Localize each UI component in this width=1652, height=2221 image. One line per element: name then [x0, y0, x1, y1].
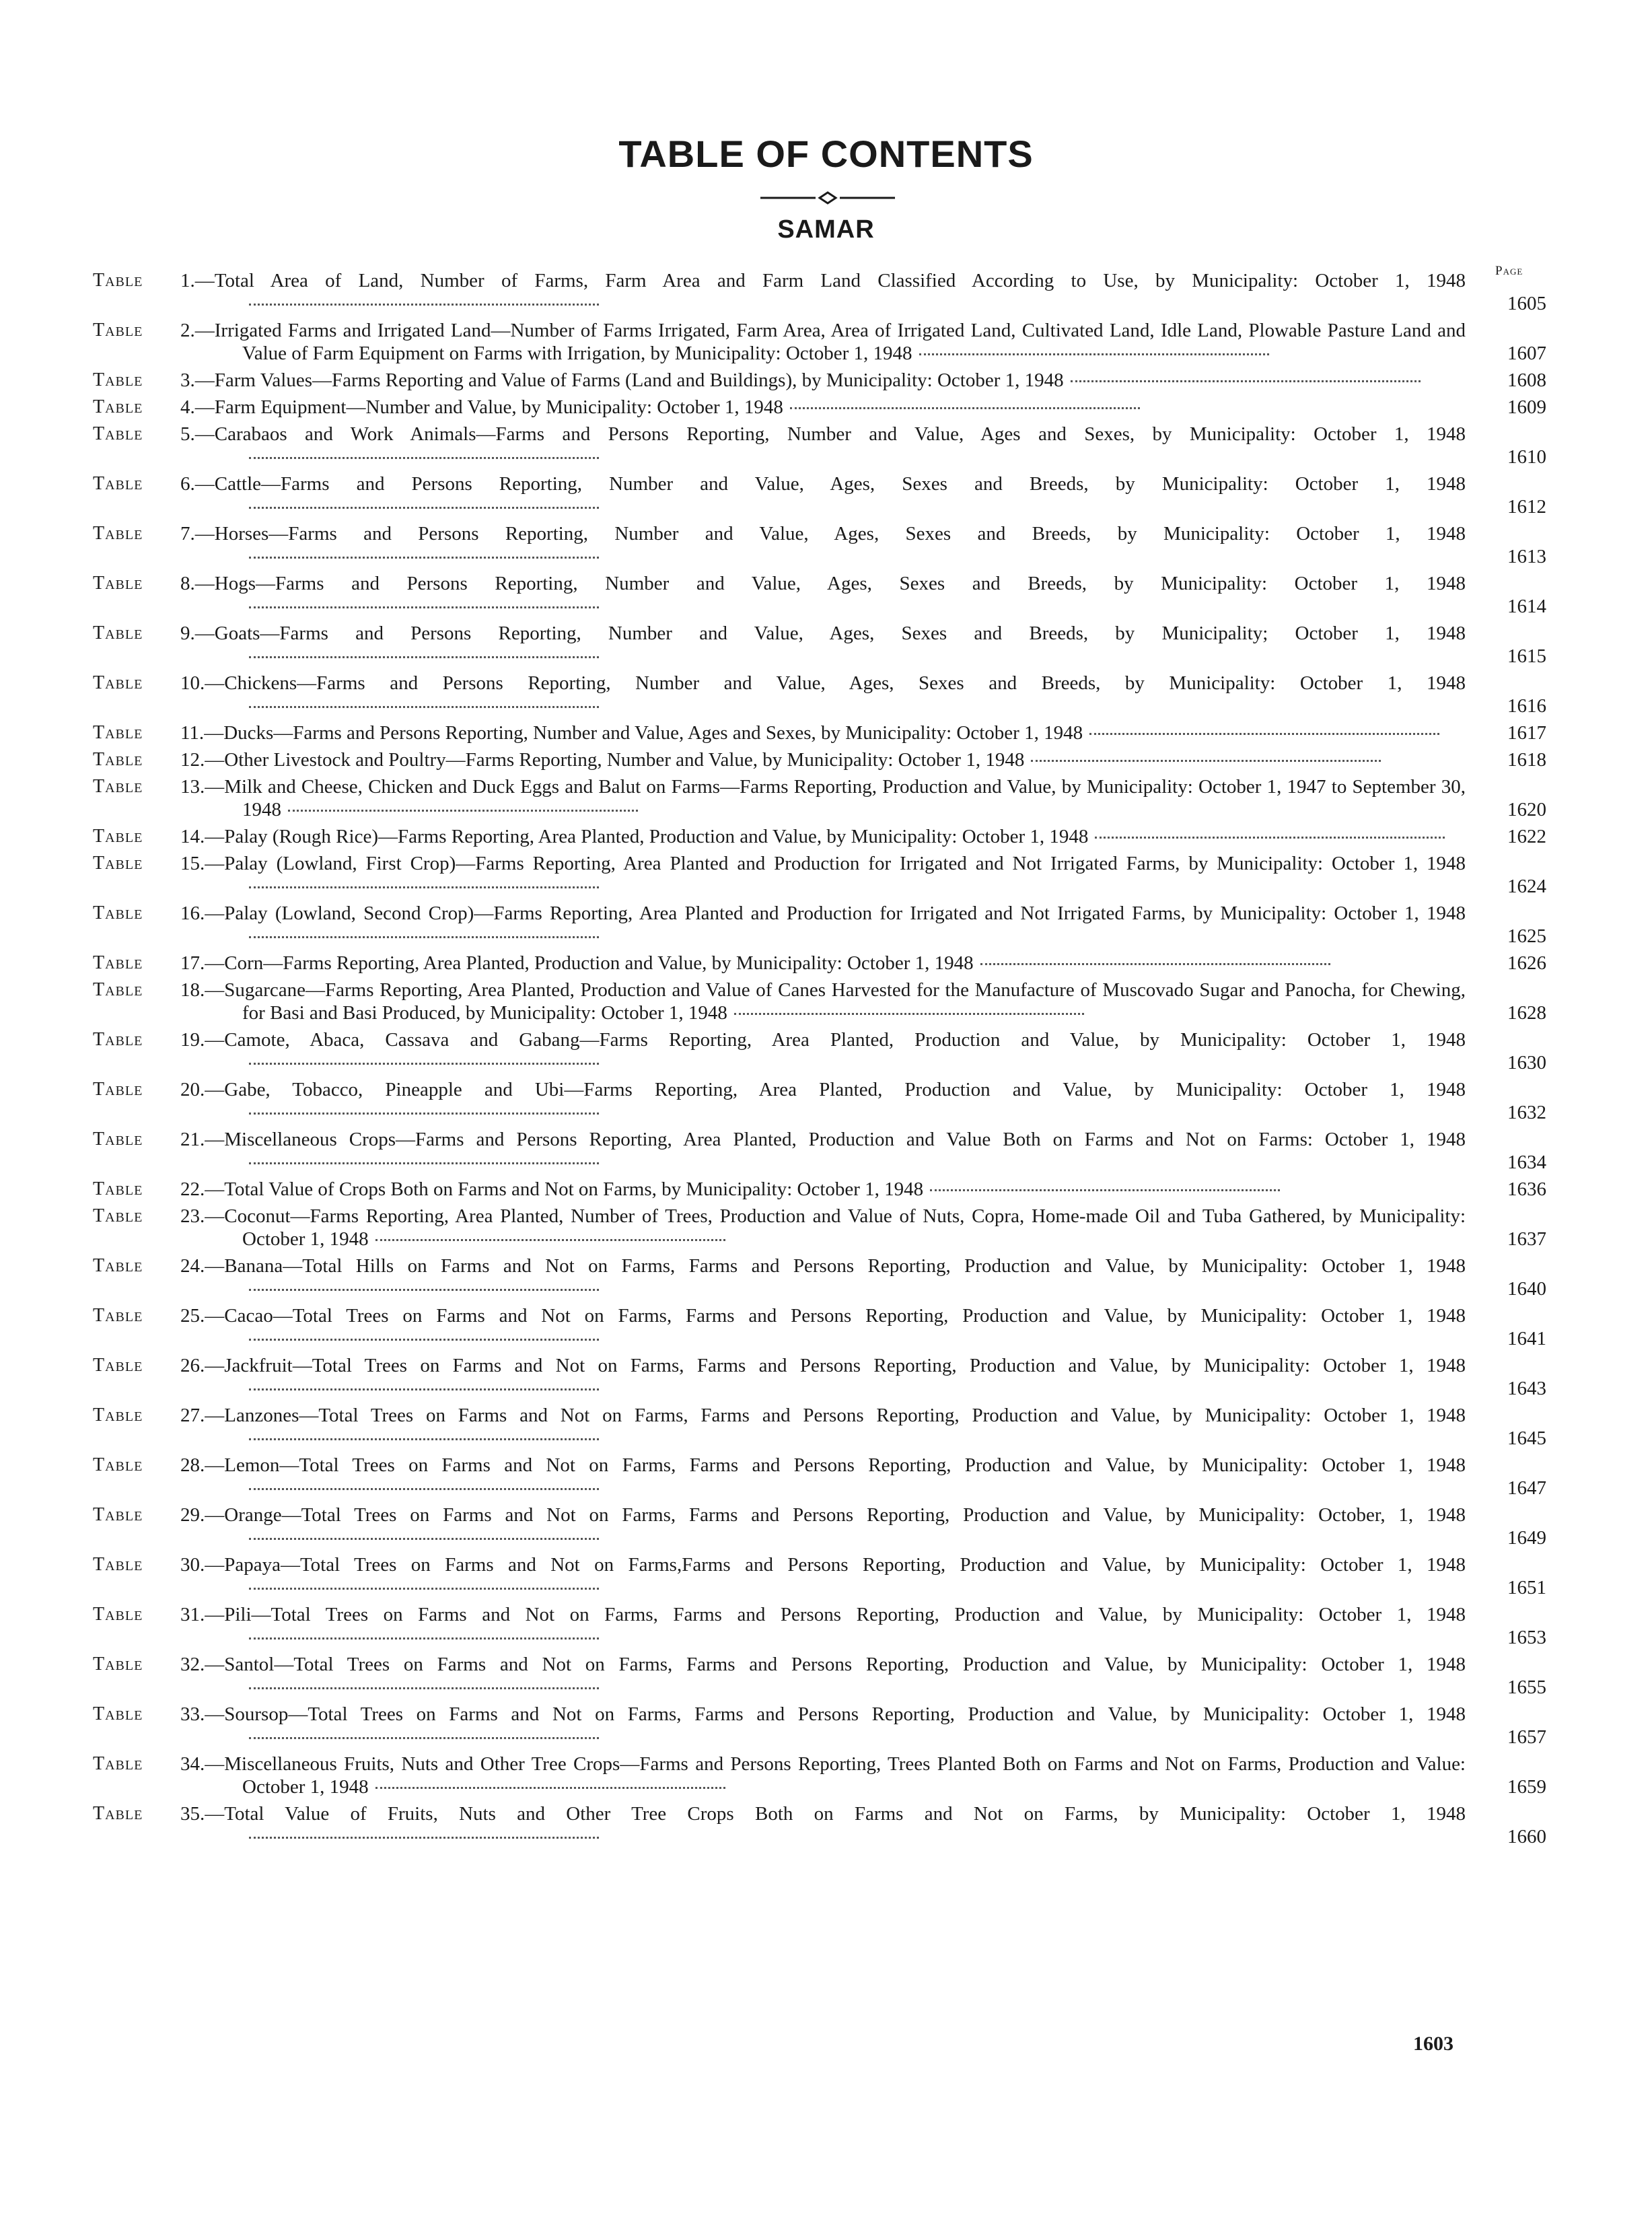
toc-entry-label: Table — [93, 1803, 143, 1824]
toc-entry-label: Table — [93, 1355, 143, 1376]
toc-entry-label: Table — [93, 1255, 143, 1276]
toc-entry-title: Palay (Lowland, First Crop)—Farms Reporting, Area Planted and Production for Irrigated and Not Irrigated Farms, by Municipality: October 1, 1948 — [224, 853, 1466, 874]
toc-entry-body — [180, 319, 1466, 365]
toc-entry-page: 1636 — [1507, 1178, 1546, 1200]
dot-leader — [249, 605, 599, 608]
dot-leader — [249, 1061, 599, 1065]
toc-entry-dash: — — [205, 1604, 225, 1625]
toc-entry-page: 1626 — [1507, 952, 1546, 974]
toc-entry-number: 7. — [180, 523, 195, 544]
toc-entry-number: 22. — [180, 1178, 205, 1200]
toc-entry-page: 1620 — [1507, 799, 1546, 820]
toc-entry-number: 31. — [180, 1604, 205, 1625]
table-of-contents-list — [93, 269, 1546, 1852]
toc-entry-title: Pili—Total Trees on Farms and Not on Farms, Farms and Persons Reporting, Production and Value, by Municipality: October 1, 1948 — [224, 1604, 1466, 1625]
toc-entry-title: Lemon—Total Trees on Farms and Not on Farms, Farms and Persons Reporting, Production and Value, by Municipality: October 1, 1948 — [224, 1454, 1466, 1476]
toc-entry-label: Table — [93, 1405, 143, 1425]
toc-entry-number: 28. — [180, 1454, 205, 1476]
dot-leader — [1089, 732, 1439, 735]
toc-entry-number: 19. — [180, 1029, 205, 1051]
toc-entry — [93, 1178, 1546, 1201]
toc-entry-body — [180, 1703, 1466, 1749]
toc-entry-body — [180, 721, 1466, 744]
toc-entry-number: 9. — [180, 623, 195, 644]
toc-entry-dash: — — [194, 270, 215, 291]
toc-entry-page: 1624 — [1507, 876, 1546, 897]
toc-entry-label: Table — [93, 1604, 143, 1625]
toc-entry-body — [180, 1553, 1466, 1599]
dot-leader — [1095, 835, 1445, 839]
toc-entry-label: Table — [93, 1079, 143, 1100]
toc-entry-body — [180, 1404, 1466, 1450]
toc-entry-dash: — — [205, 1504, 225, 1526]
toc-entry-page: 1628 — [1507, 1002, 1546, 1024]
page-title: TABLE OF CONTENTS — [618, 133, 1034, 175]
toc-entry-dash: — — [194, 423, 215, 445]
toc-entry-dash: — — [205, 903, 225, 924]
toc-entry — [93, 1078, 1546, 1124]
toc-entry-label: Table — [93, 1554, 143, 1575]
toc-entry-number: 17. — [180, 952, 205, 974]
dot-leader — [249, 1337, 599, 1341]
toc-entry-title: Soursop—Total Trees on Farms and Not on Farms, Farms and Persons Reporting, Production and Value, by Municipality: October 1, 1948 — [224, 1703, 1466, 1725]
toc-entry-page: 1647 — [1507, 1477, 1546, 1499]
section-heading: SAMAR — [777, 215, 875, 244]
toc-entry-label: Table — [93, 826, 143, 847]
toc-entry-body — [180, 369, 1466, 392]
toc-entry-title: Palay (Rough Rice)—Farms Reporting, Area Planted, Production and Value, by Municipality: October 1, 1948 — [224, 826, 1089, 847]
toc-entry-body — [180, 1454, 1466, 1500]
toc-entry-number: 10. — [180, 672, 205, 694]
toc-entry-dash: — — [194, 623, 215, 644]
toc-entry-dash: — — [205, 853, 225, 874]
toc-entry-dash: — — [194, 396, 215, 418]
toc-entry-title: Total Value of Crops Both on Farms and Not on Farms, by Municipality: October 1, 1948 — [224, 1178, 924, 1200]
toc-entry-body — [180, 979, 1466, 1024]
toc-entry-body — [180, 1205, 1466, 1250]
toc-entry — [93, 721, 1546, 744]
toc-entry-dash: — — [205, 1654, 225, 1675]
toc-entry-title: Jackfruit—Total Trees on Farms and Not on Farms, Farms and Persons Reporting, Production and Value, by Municipality: October 1, 1948 — [224, 1355, 1466, 1376]
toc-entry-dash: — — [205, 1305, 225, 1327]
toc-entry — [93, 1354, 1546, 1400]
toc-entry-dash: — — [194, 473, 215, 495]
toc-entry-body — [180, 396, 1466, 419]
toc-entry-label: Table — [93, 952, 143, 973]
toc-entry-page: 1657 — [1507, 1726, 1546, 1748]
toc-entry-label: Table — [93, 320, 143, 341]
toc-entry-dash: — — [205, 1753, 225, 1775]
toc-entry-dash: — — [194, 320, 215, 341]
toc-entry-body — [180, 1653, 1466, 1699]
toc-entry-page: 1651 — [1507, 1577, 1546, 1598]
toc-entry — [93, 1404, 1546, 1450]
toc-entry-body — [180, 472, 1466, 518]
toc-entry — [93, 1504, 1546, 1549]
toc-entry-page: 1641 — [1507, 1328, 1546, 1349]
toc-entry-number: 25. — [180, 1305, 205, 1327]
dot-leader — [249, 302, 599, 306]
toc-entry-title: Other Livestock and Poultry—Farms Reporting, Number and Value, by Municipality: October 1, 1948 — [224, 749, 1025, 771]
toc-entry-body — [180, 522, 1466, 568]
toc-entry — [93, 423, 1546, 468]
toc-entry-label: Table — [93, 1029, 143, 1050]
toc-entry-title: Farm Values—Farms Reporting and Value of Farms (Land and Buildings), by Municipality: October 1, 1948 — [214, 369, 1064, 391]
toc-entry-label: Table — [93, 722, 143, 743]
toc-entry-title: Hogs—Farms and Persons Reporting, Number and Value, Ages, Sexes and Breeds, by Municipality: October 1, 1948 — [214, 573, 1466, 594]
dot-leader — [734, 1012, 1084, 1015]
toc-entry-page: 1632 — [1507, 1102, 1546, 1123]
dot-leader — [375, 1238, 725, 1241]
toc-entry-number: 4. — [180, 396, 195, 418]
toc-entry — [93, 1304, 1546, 1350]
toc-entry — [93, 1603, 1546, 1649]
toc-entry — [93, 1205, 1546, 1250]
toc-entry-body — [180, 1504, 1466, 1549]
dot-leader — [249, 1537, 599, 1540]
page-column-label: Page — [1495, 264, 1523, 278]
toc-entry-dash: — — [205, 1079, 225, 1100]
toc-entry-page: 1617 — [1507, 722, 1546, 744]
toc-entry — [93, 1802, 1546, 1848]
toc-entry-page: 1610 — [1507, 446, 1546, 468]
toc-entry-label: Table — [93, 1703, 143, 1724]
toc-entry — [93, 1255, 1546, 1300]
toc-entry-page: 1649 — [1507, 1527, 1546, 1549]
dot-leader — [1071, 379, 1421, 382]
toc-entry-body — [180, 952, 1466, 975]
toc-entry — [93, 396, 1546, 419]
toc-entry-page: 1609 — [1507, 396, 1546, 418]
toc-entry — [93, 369, 1546, 392]
dot-leader — [249, 1586, 599, 1590]
toc-entry-dash: — — [205, 1803, 225, 1825]
toc-entry-title: Total Value of Fruits, Nuts and Other Tree Crops Both on Farms and Not on Farms, by Municipality: October 1, 1948 — [224, 1803, 1466, 1825]
toc-entry-number: 12. — [180, 749, 205, 771]
toc-entry-label: Table — [93, 1654, 143, 1674]
toc-entry-label: Table — [93, 1305, 143, 1326]
toc-entry-body — [180, 269, 1466, 315]
toc-entry-label: Table — [93, 473, 143, 494]
toc-entry-label: Table — [93, 369, 143, 390]
toc-entry-label: Table — [93, 979, 143, 1000]
toc-entry-dash: — — [204, 722, 224, 744]
toc-entry-title: Sugarcane—Farms Reporting, Area Planted, Production and Value of Canes Harvested for the Manufacture of Muscovado Sugar and Panocha, for Chewing, for Basi and Basi Produced, by Municipality: October 1, 1948 — [224, 979, 1466, 1024]
toc-entry-title: Papaya—Total Trees on Farms and Not on Farms,Farms and Persons Reporting, Production and Value, by Municipality: October 1, 1948 — [224, 1554, 1466, 1576]
toc-entry-label: Table — [93, 396, 143, 417]
toc-entry-number: 33. — [180, 1703, 205, 1725]
toc-entry-label: Table — [93, 623, 143, 643]
toc-entry-number: 16. — [180, 903, 205, 924]
toc-entry-body — [180, 1255, 1466, 1300]
toc-entry-number: 3. — [180, 369, 195, 391]
toc-entry-title: Lanzones—Total Trees on Farms and Not on Farms, Farms and Persons Reporting, Production and Value, by Municipality: October 1, 1948 — [224, 1405, 1466, 1426]
toc-entry-number: 18. — [180, 979, 205, 1001]
toc-entry-title: Cacao—Total Trees on Farms and Not on Farms, Farms and Persons Reporting, Production and Value, by Municipality: October 1, 1948 — [224, 1305, 1466, 1327]
toc-entry-number: 6. — [180, 473, 195, 495]
toc-entry-dash: — — [205, 979, 225, 1001]
toc-entry-title: Farm Equipment—Number and Value, by Municipality: October 1, 1948 — [214, 396, 783, 418]
dot-leader — [375, 1786, 725, 1789]
toc-entry-dash: — — [205, 952, 225, 974]
toc-entry-body — [180, 1354, 1466, 1400]
toc-entry-dash: — — [194, 369, 215, 391]
toc-entry-number: 27. — [180, 1405, 205, 1426]
toc-entry — [93, 572, 1546, 618]
toc-entry-title: Santol—Total Trees on Farms and Not on Farms, Farms and Persons Reporting, Production and Value, by Municipality: October 1, 1948 — [224, 1654, 1466, 1675]
toc-entry-number: 1. — [180, 270, 195, 291]
toc-entry-label: Table — [93, 903, 143, 923]
toc-entry-page: 1630 — [1507, 1052, 1546, 1073]
dot-leader — [249, 1161, 599, 1164]
toc-entry-number: 23. — [180, 1205, 205, 1227]
toc-entry-dash: — — [205, 672, 225, 694]
toc-entry-number: 2. — [180, 320, 195, 341]
toc-entry-page: 1608 — [1507, 369, 1546, 391]
toc-entry-page: 1625 — [1507, 925, 1546, 947]
toc-entry-title: Miscellaneous Fruits, Nuts and Other Tree Crops—Farms and Persons Reporting, Trees Planted Both on Farms and Not on Farms, Production and Value: October 1, 1948 — [224, 1753, 1466, 1798]
toc-entry-title: Corn—Farms Reporting, Area Planted, Production and Value, by Municipality: October 1, 1948 — [224, 952, 974, 974]
toc-entry-page: 1640 — [1507, 1278, 1546, 1300]
toc-entry-number: 29. — [180, 1504, 205, 1526]
toc-entry-label: Table — [93, 270, 143, 291]
toc-entry — [93, 1753, 1546, 1798]
toc-entry-dash: — — [205, 1205, 225, 1227]
toc-entry-title: Coconut—Farms Reporting, Area Planted, Number of Trees, Production and Value of Nuts, Copra, Home-made Oil and Tuba Gathered, by Municipality: October 1, 1948 — [224, 1205, 1466, 1250]
toc-entry — [93, 1553, 1546, 1599]
toc-entry — [93, 902, 1546, 948]
dot-leader — [288, 808, 638, 812]
toc-entry — [93, 672, 1546, 717]
toc-entry-dash: — — [205, 1554, 225, 1576]
toc-entry-body — [180, 1753, 1466, 1798]
toc-entry-title: Goats—Farms and Persons Reporting, Number and Value, Ages, Sexes and Breeds, by Municipality; October 1, 1948 — [214, 623, 1466, 644]
toc-entry-dash: — — [205, 1255, 225, 1277]
toc-entry-page: 1615 — [1507, 645, 1546, 667]
toc-entry-body — [180, 1802, 1466, 1848]
toc-entry — [93, 522, 1546, 568]
toc-entry — [93, 852, 1546, 898]
toc-entry-dash: — — [205, 1355, 225, 1376]
toc-entry-body — [180, 825, 1466, 848]
toc-entry-body — [180, 1078, 1466, 1124]
toc-entry-label: Table — [93, 672, 143, 693]
toc-entry-page: 1653 — [1507, 1627, 1546, 1648]
toc-entry-page: 1616 — [1507, 695, 1546, 717]
toc-entry-title: Carabaos and Work Animals—Farms and Persons Reporting, Number and Value, Ages and Sexes, by Municipality: October 1, 1948 — [214, 423, 1466, 445]
toc-entry — [93, 622, 1546, 668]
toc-entry-label: Table — [93, 523, 143, 544]
dot-leader — [249, 505, 599, 509]
toc-entry-number: 21. — [180, 1129, 205, 1150]
toc-entry-dash: — — [205, 1129, 225, 1150]
toc-entry-label: Table — [93, 573, 143, 594]
dot-leader — [249, 555, 599, 559]
toc-entry-label: Table — [93, 1129, 143, 1150]
dot-leader — [249, 456, 599, 459]
dot-leader — [790, 406, 1140, 409]
toc-entry-dash: — — [205, 1703, 225, 1725]
dot-leader — [249, 1111, 599, 1115]
toc-entry-title: Milk and Cheese, Chicken and Duck Eggs and Balut on Farms—Farms Reporting, Production and Value, by Municipality: October 1, 1947 to September 30, 1948 — [224, 776, 1466, 820]
dot-leader — [930, 1188, 1280, 1191]
toc-entry-label: Table — [93, 423, 143, 444]
dot-leader — [980, 962, 1330, 965]
toc-entry-number: 15. — [180, 853, 205, 874]
toc-entry-title: Irrigated Farms and Irrigated Land—Number of Farms Irrigated, Farm Area, Area of Irrigated Land, Cultivated Land, Idle Land, Plowable Pasture Land and Value of Farm Equipment on Farms with Irrigation, by Municipality: October 1, 1948 — [214, 320, 1466, 364]
dot-leader — [249, 1736, 599, 1739]
toc-entry-page: 1614 — [1507, 596, 1546, 617]
toc-entry-body — [180, 423, 1466, 468]
title-ornament — [760, 191, 895, 205]
toc-entry — [93, 1703, 1546, 1749]
toc-entry — [93, 472, 1546, 518]
toc-entry-number: 35. — [180, 1803, 205, 1825]
toc-entry-label: Table — [93, 853, 143, 874]
toc-entry-number: 5. — [180, 423, 195, 445]
dot-leader — [249, 1835, 599, 1839]
dot-leader — [249, 655, 599, 658]
toc-entry — [93, 1454, 1546, 1500]
toc-entry — [93, 775, 1546, 821]
toc-entry-number: 11. — [180, 722, 205, 744]
toc-entry-title: Orange—Total Trees on Farms and Not on Farms, Farms and Persons Reporting, Production and Value, by Municipality: October, 1, 1948 — [224, 1504, 1466, 1526]
toc-entry-label: Table — [93, 776, 143, 797]
toc-entry-body — [180, 1304, 1466, 1350]
dot-leader — [249, 1437, 599, 1440]
toc-entry-page: 1655 — [1507, 1677, 1546, 1698]
toc-entry-page: 1634 — [1507, 1152, 1546, 1173]
toc-entry — [93, 1028, 1546, 1074]
toc-entry-label: Table — [93, 1205, 143, 1226]
toc-entry-body — [180, 852, 1466, 898]
toc-entry-dash: — — [194, 523, 215, 544]
page-number: 1603 — [1413, 2033, 1453, 2055]
toc-entry — [93, 1653, 1546, 1699]
toc-entry-title: Banana—Total Hills on Farms and Not on Farms, Farms and Persons Reporting, Production and Value, by Municipality: October 1, 1948 — [224, 1255, 1466, 1277]
toc-entry-page: 1605 — [1507, 293, 1546, 314]
toc-entry-number: 32. — [180, 1654, 205, 1675]
toc-entry-dash: — — [205, 826, 225, 847]
toc-entry-page: 1613 — [1507, 546, 1546, 567]
toc-entry — [93, 952, 1546, 975]
dot-leader — [249, 705, 599, 708]
toc-entry-body — [180, 902, 1466, 948]
toc-entry-dash: — — [205, 1029, 225, 1051]
toc-entry-label: Table — [93, 1178, 143, 1199]
toc-entry-body — [180, 572, 1466, 618]
toc-entry — [93, 748, 1546, 771]
toc-entry-title: Miscellaneous Crops—Farms and Persons Reporting, Area Planted, Production and Value Both on Farms and Not on Farms: October 1, 1948 — [224, 1129, 1466, 1150]
toc-entry-title: Cattle—Farms and Persons Reporting, Number and Value, Ages, Sexes and Breeds, by Municipality: October 1, 1948 — [214, 473, 1466, 495]
dot-leader — [249, 1487, 599, 1490]
toc-entry-title: Gabe, Tobacco, Pineapple and Ubi—Farms Reporting, Area Planted, Production and Value, by Municipality: October 1, 1948 — [224, 1079, 1466, 1100]
toc-entry-body — [180, 775, 1466, 821]
toc-entry-number: 26. — [180, 1355, 205, 1376]
toc-entry-dash: — — [194, 573, 215, 594]
toc-entry-number: 14. — [180, 826, 205, 847]
toc-entry-label: Table — [93, 1753, 143, 1774]
toc-entry-number: 8. — [180, 573, 195, 594]
toc-entry-page: 1660 — [1507, 1826, 1546, 1847]
toc-entry-label: Table — [93, 1504, 143, 1525]
dot-leader — [249, 885, 599, 888]
dot-leader — [249, 1636, 599, 1640]
dot-leader — [919, 352, 1269, 355]
toc-entry-dash: — — [205, 1405, 225, 1426]
dot-leader — [1031, 759, 1381, 762]
toc-entry-number: 30. — [180, 1554, 205, 1576]
toc-entry-title: Horses—Farms and Persons Reporting, Number and Value, Ages, Sexes and Breeds, by Municipality: October 1, 1948 — [214, 523, 1466, 544]
toc-entry — [93, 979, 1546, 1024]
toc-entry-page: 1612 — [1507, 496, 1546, 518]
toc-entry-body — [180, 1128, 1466, 1174]
toc-entry-label: Table — [93, 1454, 143, 1475]
toc-entry-page: 1618 — [1507, 749, 1546, 771]
toc-entry-page: 1645 — [1507, 1427, 1546, 1449]
toc-entry — [93, 1128, 1546, 1174]
toc-entry-page: 1637 — [1507, 1228, 1546, 1250]
toc-entry — [93, 319, 1546, 365]
toc-entry — [93, 269, 1546, 315]
toc-entry-number: 24. — [180, 1255, 205, 1277]
toc-entry-page: 1622 — [1507, 826, 1546, 847]
dot-leader — [249, 1288, 599, 1291]
toc-entry-body — [180, 748, 1466, 771]
toc-entry-number: 34. — [180, 1753, 205, 1775]
toc-entry-body — [180, 622, 1466, 668]
toc-entry-body — [180, 1603, 1466, 1649]
toc-entry-title: Palay (Lowland, Second Crop)—Farms Reporting, Area Planted and Production for Irrigated and Not Irrigated Farms, by Municipality: October 1, 1948 — [224, 903, 1466, 924]
toc-entry-dash: — — [205, 1454, 225, 1476]
toc-entry-title: Camote, Abaca, Cassava and Gabang—Farms Reporting, Area Planted, Production and Value, by Municipality: October 1, 1948 — [224, 1029, 1466, 1051]
dot-leader — [249, 935, 599, 938]
dot-leader — [249, 1387, 599, 1390]
toc-entry-body — [180, 1178, 1466, 1201]
toc-entry-dash: — — [205, 776, 225, 798]
toc-entry-number: 13. — [180, 776, 205, 798]
toc-entry-number: 20. — [180, 1079, 205, 1100]
toc-entry-title: Total Area of Land, Number of Farms, Farm Area and Farm Land Classified According to Use, by Municipality: October 1, 1948 — [214, 270, 1466, 291]
dot-leader — [249, 1686, 599, 1689]
toc-entry-label: Table — [93, 749, 143, 770]
toc-entry-body — [180, 672, 1466, 717]
toc-entry-title: Ducks—Farms and Persons Reporting, Number and Value, Ages and Sexes, by Municipality: October 1, 1948 — [223, 722, 1083, 744]
toc-entry-page: 1607 — [1507, 343, 1546, 364]
toc-entry-page: 1643 — [1507, 1378, 1546, 1399]
toc-entry-page: 1659 — [1507, 1776, 1546, 1798]
toc-entry-title: Chickens—Farms and Persons Reporting, Number and Value, Ages, Sexes and Breeds, by Municipality: October 1, 1948 — [224, 672, 1466, 694]
toc-entry-body — [180, 1028, 1466, 1074]
toc-entry-dash: — — [205, 1178, 225, 1200]
toc-entry-dash: — — [205, 749, 225, 771]
toc-entry — [93, 825, 1546, 848]
